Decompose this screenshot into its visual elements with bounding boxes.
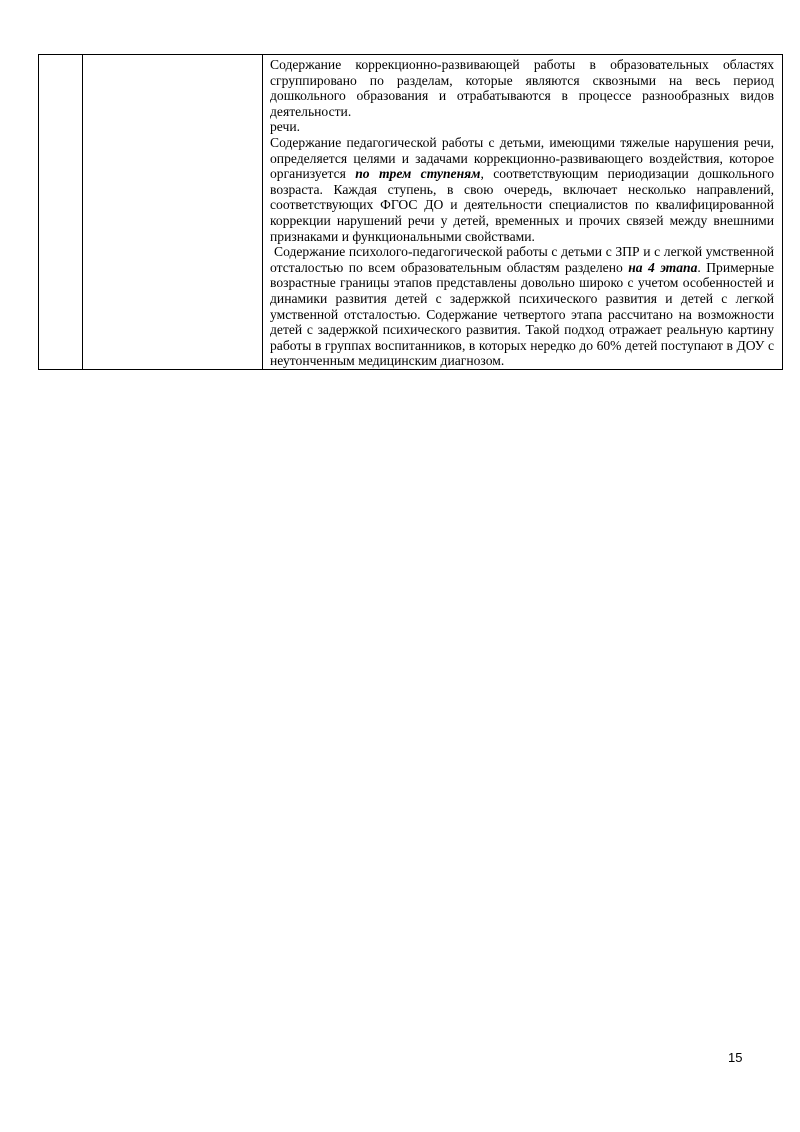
paragraph-3 (270, 135, 774, 244)
paragraph-4-text-start: Содержание психолого-педагогической работы с детьми с ЗПР и с легкой умственной отсталостью по всем образовательным областям разделено (270, 244, 774, 275)
paragraph-3-text-start: Содержание педагогической работы с детьми, имеющими тяжелые нарушения речи, определяется целями и задачами коррекционно-развивающего воздействия, которое организуется (270, 134, 774, 182)
paragraph-3-emphasis: по трем ступеням (355, 166, 481, 182)
paragraph-4-text-end: . Примерные возрастные границы этапов представлены довольно широко с учетом особенностей и динамики развития детей с задержкой психического развития и детей с легкой умственной отсталостью. Содержание четвертого этапа рассчитано на возможности детей с задержкой психического развития. Такой подход отражает реальную картину работы в группах воспитанников, в которых нередко до 60% детей поступают в ДОУ с неутонченным медицинским диагнозом. (270, 259, 774, 369)
table-cell-content (263, 55, 783, 370)
paragraph-4 (270, 244, 774, 369)
table-cell-number (39, 55, 83, 370)
table-row (39, 55, 783, 370)
paragraph-3-text-end: , соответствующим периодизации дошкольного возраста. Каждая ступень, в свою очередь, включает несколько направлений, соответствующих ФГОС ДО и деятельности специалистов по квалифицированной коррекции нарушений речи у детей, временных и прочих связей между внешними признаками и функциональными свойствами. (270, 166, 774, 244)
paragraph-2: речи. (270, 119, 301, 135)
paragraph-1: Содержание коррекционно-развивающей работы в образовательных областях сгруппировано по разделам, которые являются сквозными на весь период дошкольного образования и отрабатываются в процессе разнообразных видов деятельности. (270, 57, 774, 119)
paragraph-4-emphasis: на 4 этапа (628, 259, 698, 275)
table-cell-section (83, 55, 263, 370)
page-number: 15 (728, 1050, 743, 1065)
document-table (38, 54, 783, 370)
